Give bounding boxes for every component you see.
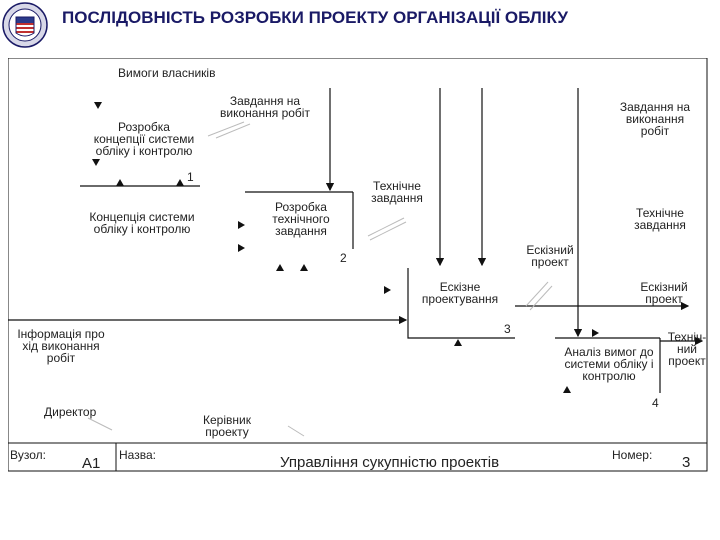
box-4-number: 4 (652, 396, 659, 410)
box-1-label: Розробка концепції системи обліку і контролю (93, 120, 195, 158)
label-manager: Керівник проекту (203, 413, 251, 439)
box-2-number: 2 (340, 251, 347, 265)
label-director: Директор (44, 405, 97, 419)
footer-node-value: A1 (82, 455, 101, 472)
box-3-number: 3 (504, 322, 511, 336)
label-tech-task-1: Технічне завдання (371, 179, 423, 205)
label-tech-task-2: Технічне завдання (634, 206, 686, 232)
university-logo (2, 2, 48, 48)
label-concept: Концепція системи обліку і контролю (89, 210, 195, 236)
page-title: ПОСЛІДОВНІСТЬ РОЗРОБКИ ПРОЕКТУ ОРГАНІЗАЦІЇ ОБЛІКУ (62, 8, 568, 27)
footer-node-label: Вузол: (10, 448, 46, 462)
footer-number-label: Номер: (612, 448, 653, 462)
label-draft-2: Ескізний проект (640, 280, 688, 306)
label-tasks-2: Завдання на виконання робіт (619, 100, 691, 138)
box-2-label: Розробка технічного завдання (272, 200, 330, 238)
footer-name-label: Назва: (119, 448, 156, 462)
footer-number-value: 3 (682, 454, 691, 471)
box-4-label: Аналіз вимог до системи обліку і контролю (564, 345, 654, 383)
label-tasks-1: Завдання на виконання робіт (220, 94, 310, 120)
box-1-number: 1 (187, 170, 194, 184)
label-draft-1: Ескізний проект (526, 243, 574, 269)
footer-name-value: Управління сукупністю проектів (280, 454, 500, 471)
label-info: Інформація про хід виконання робіт (17, 327, 105, 365)
label-owner-requirements: Вимоги власників (118, 66, 216, 80)
box-3-label: Ескізне проектування (421, 280, 499, 306)
label-tech-project: Техніч- ний проект (667, 330, 707, 368)
